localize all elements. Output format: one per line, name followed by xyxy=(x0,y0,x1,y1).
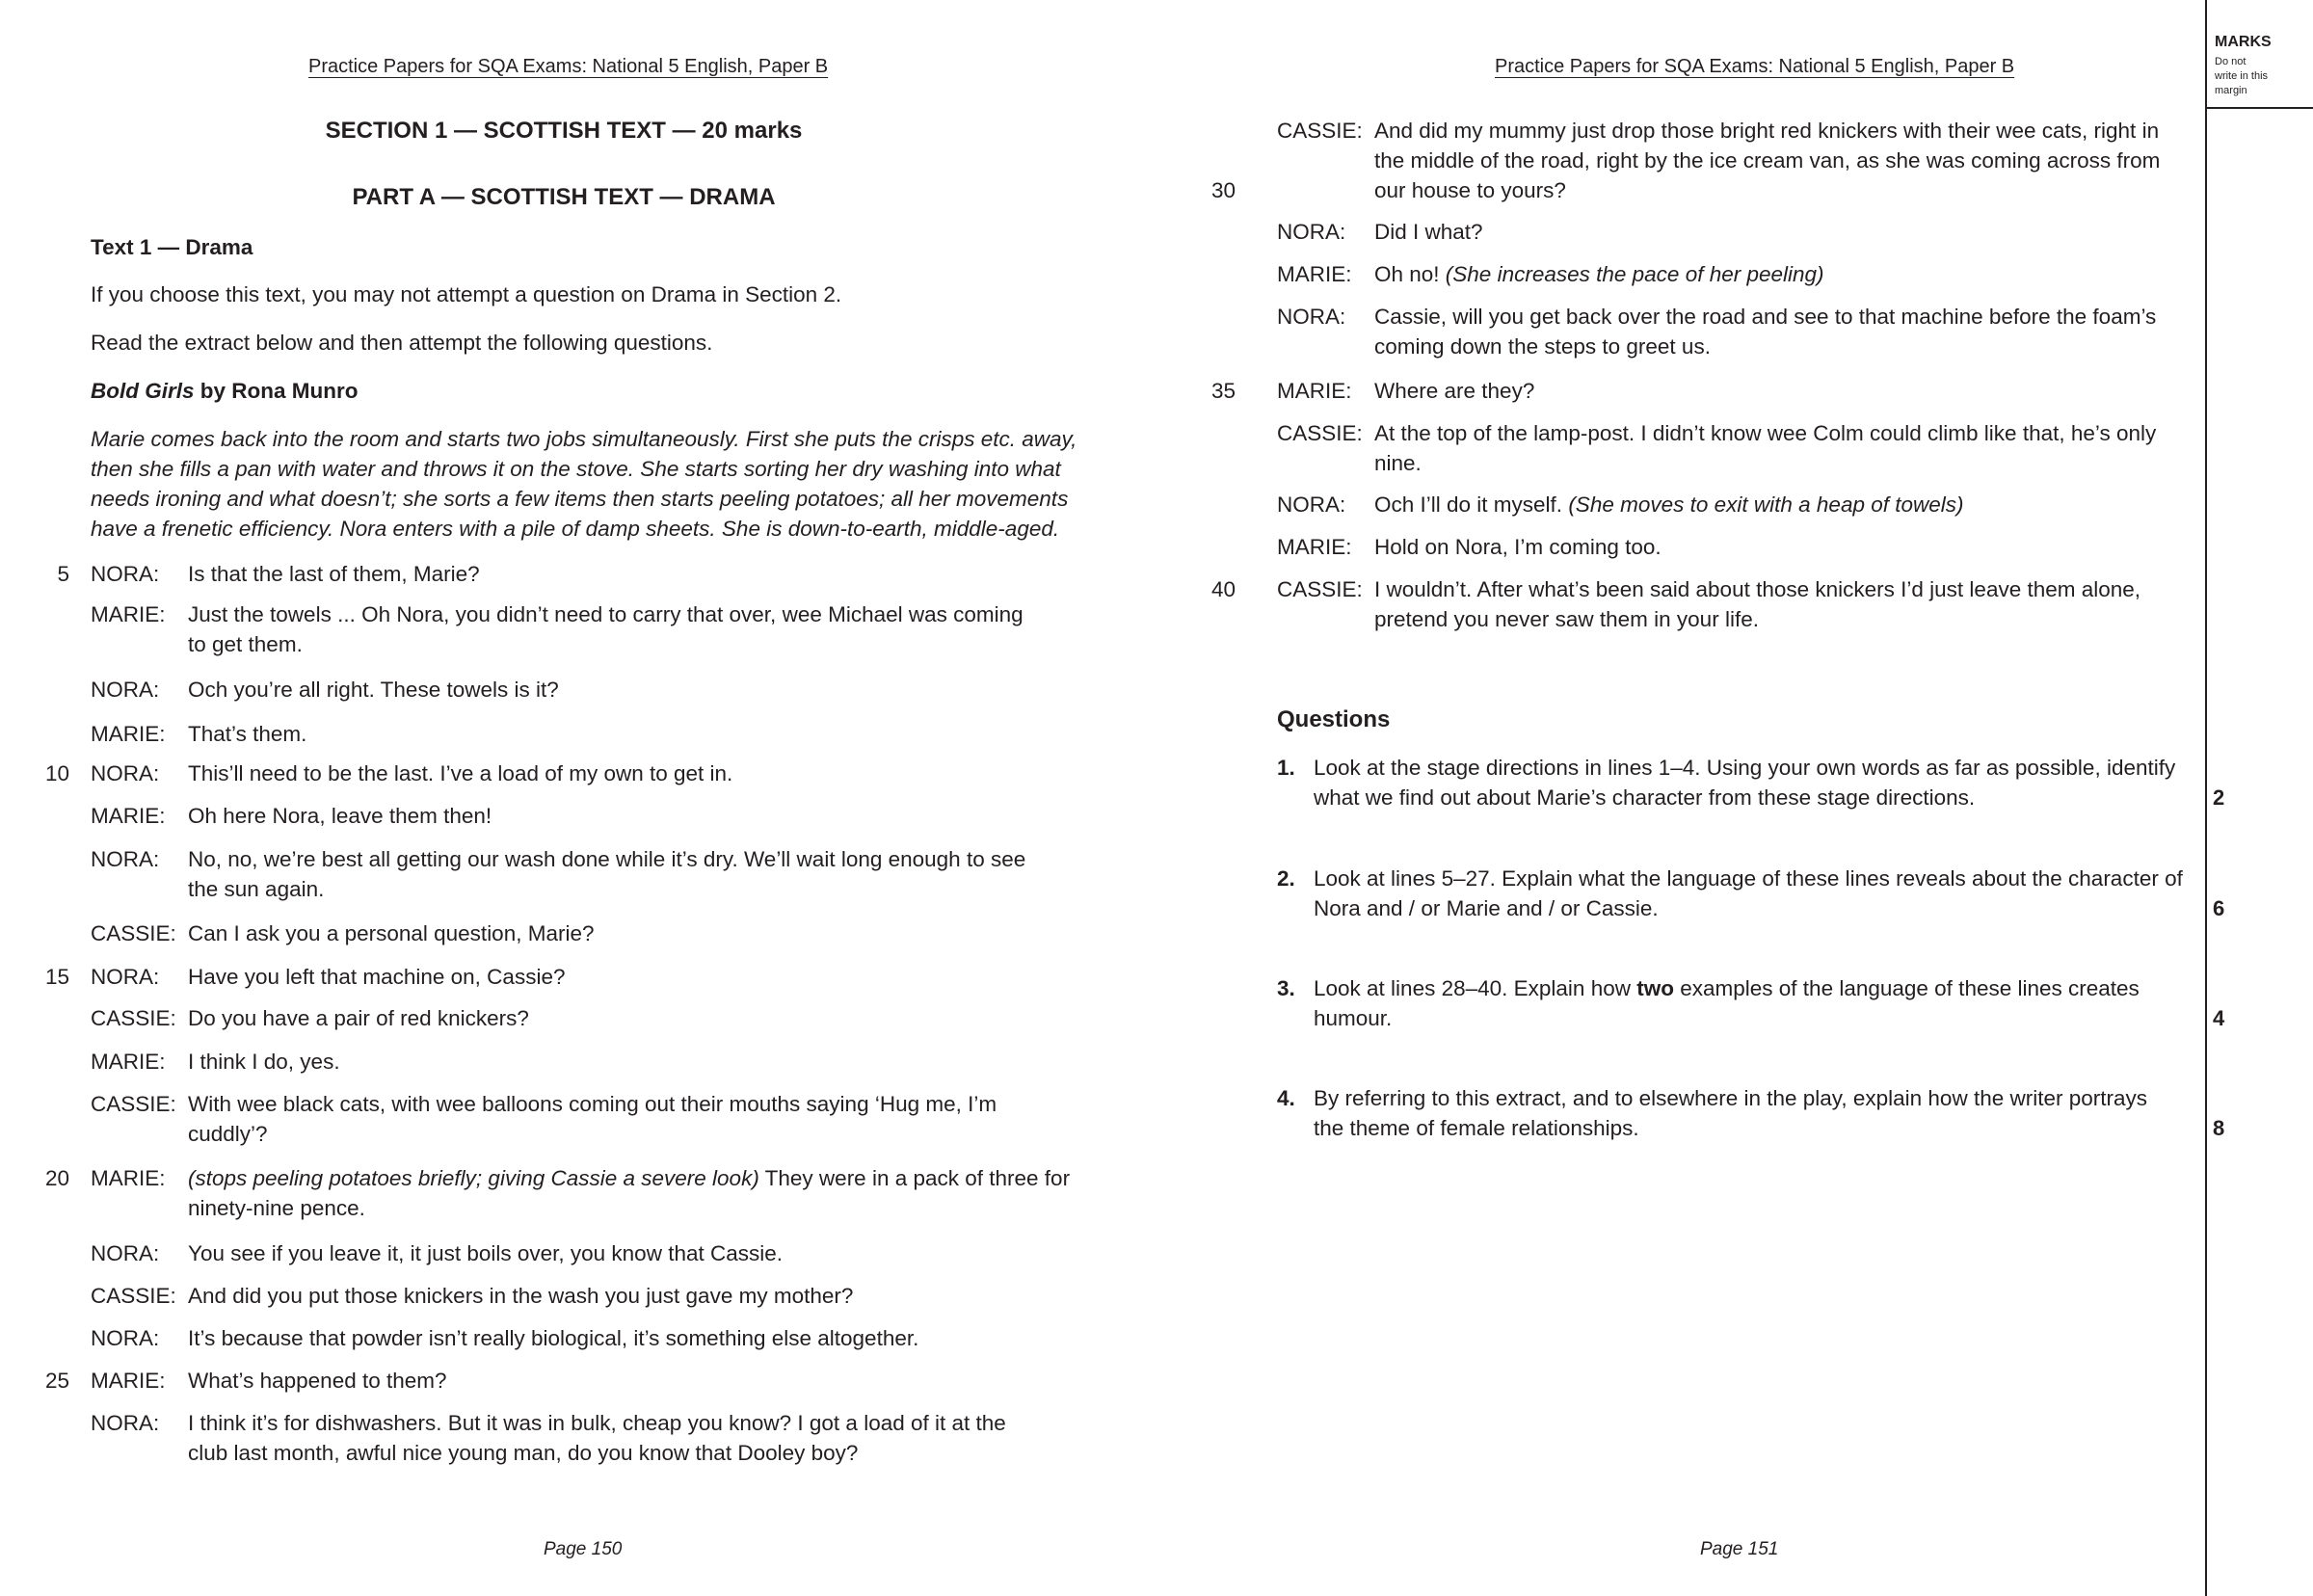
dialogue-line xyxy=(1374,175,2193,205)
question-line: By referring to this extract, and to elsewhere in the play, explain how the writer portrays xyxy=(1314,1086,2147,1110)
dialogue-text xyxy=(1374,217,2193,247)
speaker-label: NORA: xyxy=(91,761,160,785)
dialogue-line xyxy=(188,1003,1046,1033)
dialogue-text xyxy=(188,1163,1071,1223)
script-line xyxy=(0,1366,1060,1396)
question-span: Look at lines 28–40. Explain how xyxy=(1314,976,1637,1000)
dialogue-text xyxy=(188,1238,1046,1268)
script-line xyxy=(0,801,1060,831)
dialogue-line xyxy=(188,599,1046,629)
stage-direction-inline: (stops peeling potatoes briefly; giving Cassie a severe look) xyxy=(188,1166,759,1190)
speaker-label: MARIE: xyxy=(1277,262,1352,286)
dialogue-text xyxy=(188,962,1046,992)
stage-direction-line: have a frenetic efficiency. Nora enters with a pile of damp sheets. She is down-to-earth, middle-aged. xyxy=(91,517,1060,541)
text-label: Text 1 — Drama xyxy=(91,235,253,259)
question-line: the theme of female relationships. xyxy=(1314,1116,1639,1140)
dialogue-span: Is that the last of them, Marie? xyxy=(188,562,480,586)
question-number: 4. xyxy=(1277,1086,1295,1110)
dialogue-text xyxy=(188,1089,1046,1149)
right-running-header: Practice Papers for SQA Exams: National 5 English, Paper B xyxy=(1495,56,2015,77)
stage-direction-line: Marie comes back into the room and starts two jobs simultaneously. First she puts the crisps etc. away, xyxy=(91,427,1077,451)
dialogue-span: ninety-nine pence. xyxy=(188,1196,365,1220)
dialogue-text xyxy=(188,1366,1046,1396)
script-line xyxy=(0,1089,1060,1149)
script-line xyxy=(0,599,1060,659)
dialogue-text xyxy=(188,1047,1046,1077)
stage-direction-inline: (She moves to exit with a heap of towels) xyxy=(1568,492,1964,517)
question-number: 2. xyxy=(1277,866,1295,891)
script-line xyxy=(0,1163,1071,1223)
play-title: Bold Girls xyxy=(91,379,195,403)
dialogue-line xyxy=(1374,332,2193,361)
dialogue-line xyxy=(188,1119,1046,1149)
dialogue-line xyxy=(188,1281,1046,1311)
line-number: 35 xyxy=(1210,379,1236,403)
script-line xyxy=(1195,418,2197,478)
dialogue-span: It’s because that powder isn’t really biological, it’s something else altogether. xyxy=(188,1326,919,1350)
stage-direction-inline: (She increases the pace of her peeling) xyxy=(1445,262,1824,286)
dialogue-span: our house to yours? xyxy=(1374,178,1566,202)
speaker-label: NORA: xyxy=(91,562,160,586)
script-line xyxy=(0,719,1060,749)
dialogue-span: What’s happened to them? xyxy=(188,1369,447,1393)
script-line xyxy=(1195,574,2197,634)
script-line xyxy=(0,1003,1060,1033)
script-line xyxy=(0,1323,1060,1353)
dialogue-span: coming down the steps to greet us. xyxy=(1374,334,1711,359)
script-line xyxy=(1195,490,2197,519)
question-marks: 6 xyxy=(2213,896,2225,920)
script-line xyxy=(0,758,1060,788)
speaker-label: MARIE: xyxy=(91,1369,166,1393)
dialogue-span: I wouldn’t. After what’s been said about those knickers I’d just leave them alone, xyxy=(1374,577,2141,601)
dialogue-span: Can I ask you a personal question, Marie? xyxy=(188,921,595,945)
question-marks: 8 xyxy=(2213,1116,2225,1140)
speaker-label: MARIE: xyxy=(91,804,166,828)
marks-margin-rule xyxy=(2205,0,2207,1596)
dialogue-text xyxy=(188,918,1046,948)
speaker-label: NORA: xyxy=(1277,492,1346,517)
speaker-label: NORA: xyxy=(91,847,160,871)
dialogue-span: the middle of the road, right by the ice cream van, as she was coming across from xyxy=(1374,148,2161,173)
dialogue-line xyxy=(1374,376,2193,406)
dialogue-span: You see if you leave it, it just boils over, you know that Cassie. xyxy=(188,1241,784,1265)
dialogue-line xyxy=(188,629,1046,659)
dialogue-line xyxy=(188,801,1046,831)
speaker-label: CASSIE: xyxy=(1277,421,1363,445)
dialogue-line xyxy=(188,874,1046,904)
dialogue-span: Oh here Nora, leave them then! xyxy=(188,804,492,828)
question-text xyxy=(1314,1083,2200,1143)
dialogue-text xyxy=(1374,574,2193,634)
dialogue-text xyxy=(1374,490,2193,519)
dialogue-line xyxy=(1374,259,2193,289)
speaker-label: NORA: xyxy=(1277,305,1346,329)
question-line: Nora and / or Marie and / or Cassie. xyxy=(1314,896,1659,920)
dialogue-text xyxy=(188,559,1046,589)
script-line xyxy=(0,918,1060,948)
dialogue-line xyxy=(1374,448,2193,478)
script-line xyxy=(0,675,1060,705)
dialogue-text xyxy=(1374,302,2193,361)
dialogue-line xyxy=(1374,604,2193,634)
dialogue-line xyxy=(188,1438,1046,1468)
dialogue-span: Did I what? xyxy=(1374,220,1483,244)
script-line xyxy=(1195,532,2197,562)
script-line xyxy=(0,1238,1060,1268)
play-title-line xyxy=(91,376,359,406)
question-line: Look at lines 5–27. Explain what the language of these lines reveals about the character of xyxy=(1314,866,2183,891)
speaker-label: MARIE: xyxy=(1277,379,1352,403)
question-number: 1. xyxy=(1277,756,1295,780)
stage-directions xyxy=(91,424,1077,544)
script-line xyxy=(0,962,1060,992)
speaker-label: NORA: xyxy=(91,1241,160,1265)
dialogue-text xyxy=(1374,259,2193,289)
question-item xyxy=(1277,973,2202,1033)
dialogue-span: the sun again. xyxy=(188,877,325,901)
play-author: by Rona Munro xyxy=(194,379,359,403)
speaker-label: MARIE: xyxy=(91,1166,166,1190)
instruction-choose: If you choose this text, you may not attempt a question on Drama in Section 2. xyxy=(91,282,842,306)
question-emphasis: two xyxy=(1636,976,1674,1000)
dialogue-text xyxy=(1374,116,2193,205)
dialogue-line xyxy=(1374,418,2193,448)
dialogue-line xyxy=(188,1408,1046,1438)
dialogue-span: pretend you never saw them in your life. xyxy=(1374,607,1759,631)
dialogue-span: And did my mummy just drop those bright red knickers with their wee cats, right in xyxy=(1374,119,2160,143)
stage-direction-line: needs ironing and what doesn’t; she sorts a few items then starts peeling potatoes; all her movements xyxy=(91,487,1069,511)
speaker-label: CASSIE: xyxy=(91,1284,176,1308)
dialogue-text xyxy=(188,675,1046,705)
dialogue-span: club last month, awful nice young man, do you know that Dooley boy? xyxy=(188,1441,859,1465)
left-running-header: Practice Papers for SQA Exams: National 5 English, Paper B xyxy=(308,56,829,77)
instruction-read: Read the extract below and then attempt the following questions. xyxy=(91,331,713,355)
part-title: PART A — SCOTTISH TEXT — DRAMA xyxy=(352,184,776,210)
section-title: SECTION 1 — SCOTTISH TEXT — 20 marks xyxy=(325,118,803,144)
right-page-number: Page 151 xyxy=(1700,1539,1779,1559)
dialogue-line xyxy=(188,559,1046,589)
question-text xyxy=(1314,753,2200,812)
margin-note-line: margin xyxy=(2215,85,2247,96)
dialogue-span: And did you put those knickers in the wash you just gave my mother? xyxy=(188,1284,854,1308)
dialogue-span: I think it’s for dishwashers. But it was in bulk, cheap you know? I got a load of it at the xyxy=(188,1411,1006,1435)
question-line: humour. xyxy=(1314,1006,1393,1030)
dialogue-line xyxy=(188,719,1046,749)
line-number: 10 xyxy=(44,761,69,785)
question-number: 3. xyxy=(1277,976,1295,1000)
dialogue-line xyxy=(188,1366,1046,1396)
question-item xyxy=(1277,864,2202,923)
question-line: what we find out about Marie’s character from these stage directions. xyxy=(1314,785,1976,810)
dialogue-span: nine. xyxy=(1374,451,1422,475)
dialogue-line xyxy=(188,758,1046,788)
dialogue-line xyxy=(1374,574,2193,604)
script-line xyxy=(0,1281,1060,1311)
dialogue-text xyxy=(1374,418,2193,478)
speaker-label: CASSIE: xyxy=(91,1092,176,1116)
dialogue-span: Och I’ll do it myself. xyxy=(1374,492,1569,517)
margin-note-line: write in this xyxy=(2215,70,2269,82)
script-line xyxy=(0,844,1060,904)
question-item xyxy=(1277,1083,2202,1143)
question-line: Look at the stage directions in lines 1–4. Using your own words as far as possible, identify xyxy=(1314,756,2176,780)
dialogue-span: Where are they? xyxy=(1374,379,1535,403)
dialogue-line xyxy=(1374,116,2193,146)
speaker-label: MARIE: xyxy=(91,602,166,626)
dialogue-line xyxy=(188,1163,1071,1193)
dialogue-line xyxy=(188,1089,1046,1119)
dialogue-text xyxy=(188,758,1046,788)
dialogue-span: No, no, we’re best all getting our wash done while it’s dry. We’ll wait long enough to see xyxy=(188,847,1026,871)
script-line xyxy=(0,1047,1060,1077)
dialogue-text xyxy=(1374,532,2193,562)
dialogue-text xyxy=(188,1408,1046,1468)
speaker-label: CASSIE: xyxy=(1277,119,1363,143)
line-number: 5 xyxy=(57,562,69,586)
dialogue-text xyxy=(1374,376,2193,406)
script-line xyxy=(1195,217,2197,247)
dialogue-line xyxy=(1374,532,2193,562)
dialogue-line xyxy=(1374,146,2193,175)
marks-heading: MARKS xyxy=(2215,34,2272,50)
dialogue-span: Hold on Nora, I’m coming too. xyxy=(1374,535,1662,559)
question-text xyxy=(1314,864,2200,923)
dialogue-span: Do you have a pair of red knickers? xyxy=(188,1006,529,1030)
dialogue-span: I think I do, yes. xyxy=(188,1050,340,1074)
dialogue-text xyxy=(188,599,1046,659)
speaker-label: MARIE: xyxy=(1277,535,1352,559)
dialogue-line xyxy=(188,1323,1046,1353)
marks-margin-note xyxy=(2215,55,2268,98)
script-line xyxy=(1195,259,2197,289)
line-number: 30 xyxy=(1210,178,1236,202)
speaker-label: MARIE: xyxy=(91,722,166,746)
speaker-label: CASSIE: xyxy=(91,921,176,945)
dialogue-line xyxy=(1374,302,2193,332)
speaker-label: NORA: xyxy=(91,678,160,702)
question-span: examples of the language of these lines creates xyxy=(1673,976,2140,1000)
dialogue-text xyxy=(188,844,1046,904)
dialogue-span: to get them. xyxy=(188,632,303,656)
dialogue-span: They were in a pack of three for xyxy=(758,1166,1071,1190)
dialogue-line xyxy=(188,675,1046,705)
dialogue-span: Cassie, will you get back over the road and see to that machine before the foam’s xyxy=(1374,305,2157,329)
dialogue-line xyxy=(1374,217,2193,247)
dialogue-span: Just the towels ... Oh Nora, you didn’t need to carry that over, wee Michael was coming xyxy=(188,602,1024,626)
speaker-label: NORA: xyxy=(91,1411,160,1435)
speaker-label: NORA: xyxy=(1277,220,1346,244)
dialogue-span: Oh no! xyxy=(1374,262,1446,286)
speaker-label: MARIE: xyxy=(91,1050,166,1074)
speaker-label: NORA: xyxy=(91,965,160,989)
left-page-number: Page 150 xyxy=(544,1539,623,1559)
dialogue-text xyxy=(188,719,1046,749)
dialogue-text xyxy=(188,801,1046,831)
speaker-label: CASSIE: xyxy=(1277,577,1363,601)
margin-note-line: Do not xyxy=(2215,56,2247,67)
line-number: 25 xyxy=(44,1369,69,1393)
line-number: 20 xyxy=(44,1166,69,1190)
dialogue-line xyxy=(1374,490,2193,519)
speaker-label: NORA: xyxy=(91,1326,160,1350)
dialogue-span: With wee black cats, with wee balloons coming out their mouths saying ‘Hug me, I’m xyxy=(188,1092,997,1116)
question-line xyxy=(1314,973,2200,1003)
dialogue-span: At the top of the lamp-post. I didn’t know wee Colm could climb like that, he’s only xyxy=(1374,421,2157,445)
speaker-label: CASSIE: xyxy=(91,1006,176,1030)
dialogue-span: This’ll need to be the last. I’ve a load of my own to get in. xyxy=(188,761,733,785)
question-marks: 4 xyxy=(2213,1006,2225,1030)
line-number: 15 xyxy=(44,965,69,989)
script-line xyxy=(0,1408,1060,1468)
marks-margin-underline xyxy=(2207,107,2313,109)
question-marks: 2 xyxy=(2213,785,2225,810)
dialogue-span: That’s them. xyxy=(188,722,307,746)
script-line xyxy=(0,559,1060,589)
questions-heading: Questions xyxy=(1277,706,1391,732)
dialogue-span: Och you’re all right. These towels is it? xyxy=(188,678,559,702)
dialogue-line xyxy=(188,918,1046,948)
dialogue-text xyxy=(188,1281,1046,1311)
dialogue-line xyxy=(188,1193,1046,1223)
dialogue-line xyxy=(188,962,1046,992)
dialogue-line xyxy=(188,1238,1046,1268)
question-text xyxy=(1314,973,2200,1033)
dialogue-text xyxy=(188,1323,1046,1353)
stage-direction-line: then she fills a pan with water and throws it on the stove. She starts sorting her dry washing into what xyxy=(91,457,1061,481)
dialogue-text xyxy=(188,1003,1046,1033)
question-item xyxy=(1277,753,2202,812)
script-line xyxy=(1195,302,2197,361)
dialogue-line xyxy=(188,1047,1046,1077)
dialogue-span: Have you left that machine on, Cassie? xyxy=(188,965,566,989)
line-number: 40 xyxy=(1210,577,1236,601)
script-line xyxy=(1195,116,2197,205)
dialogue-span: cuddly’? xyxy=(188,1122,268,1146)
script-line xyxy=(1195,376,2197,406)
dialogue-line xyxy=(188,844,1046,874)
